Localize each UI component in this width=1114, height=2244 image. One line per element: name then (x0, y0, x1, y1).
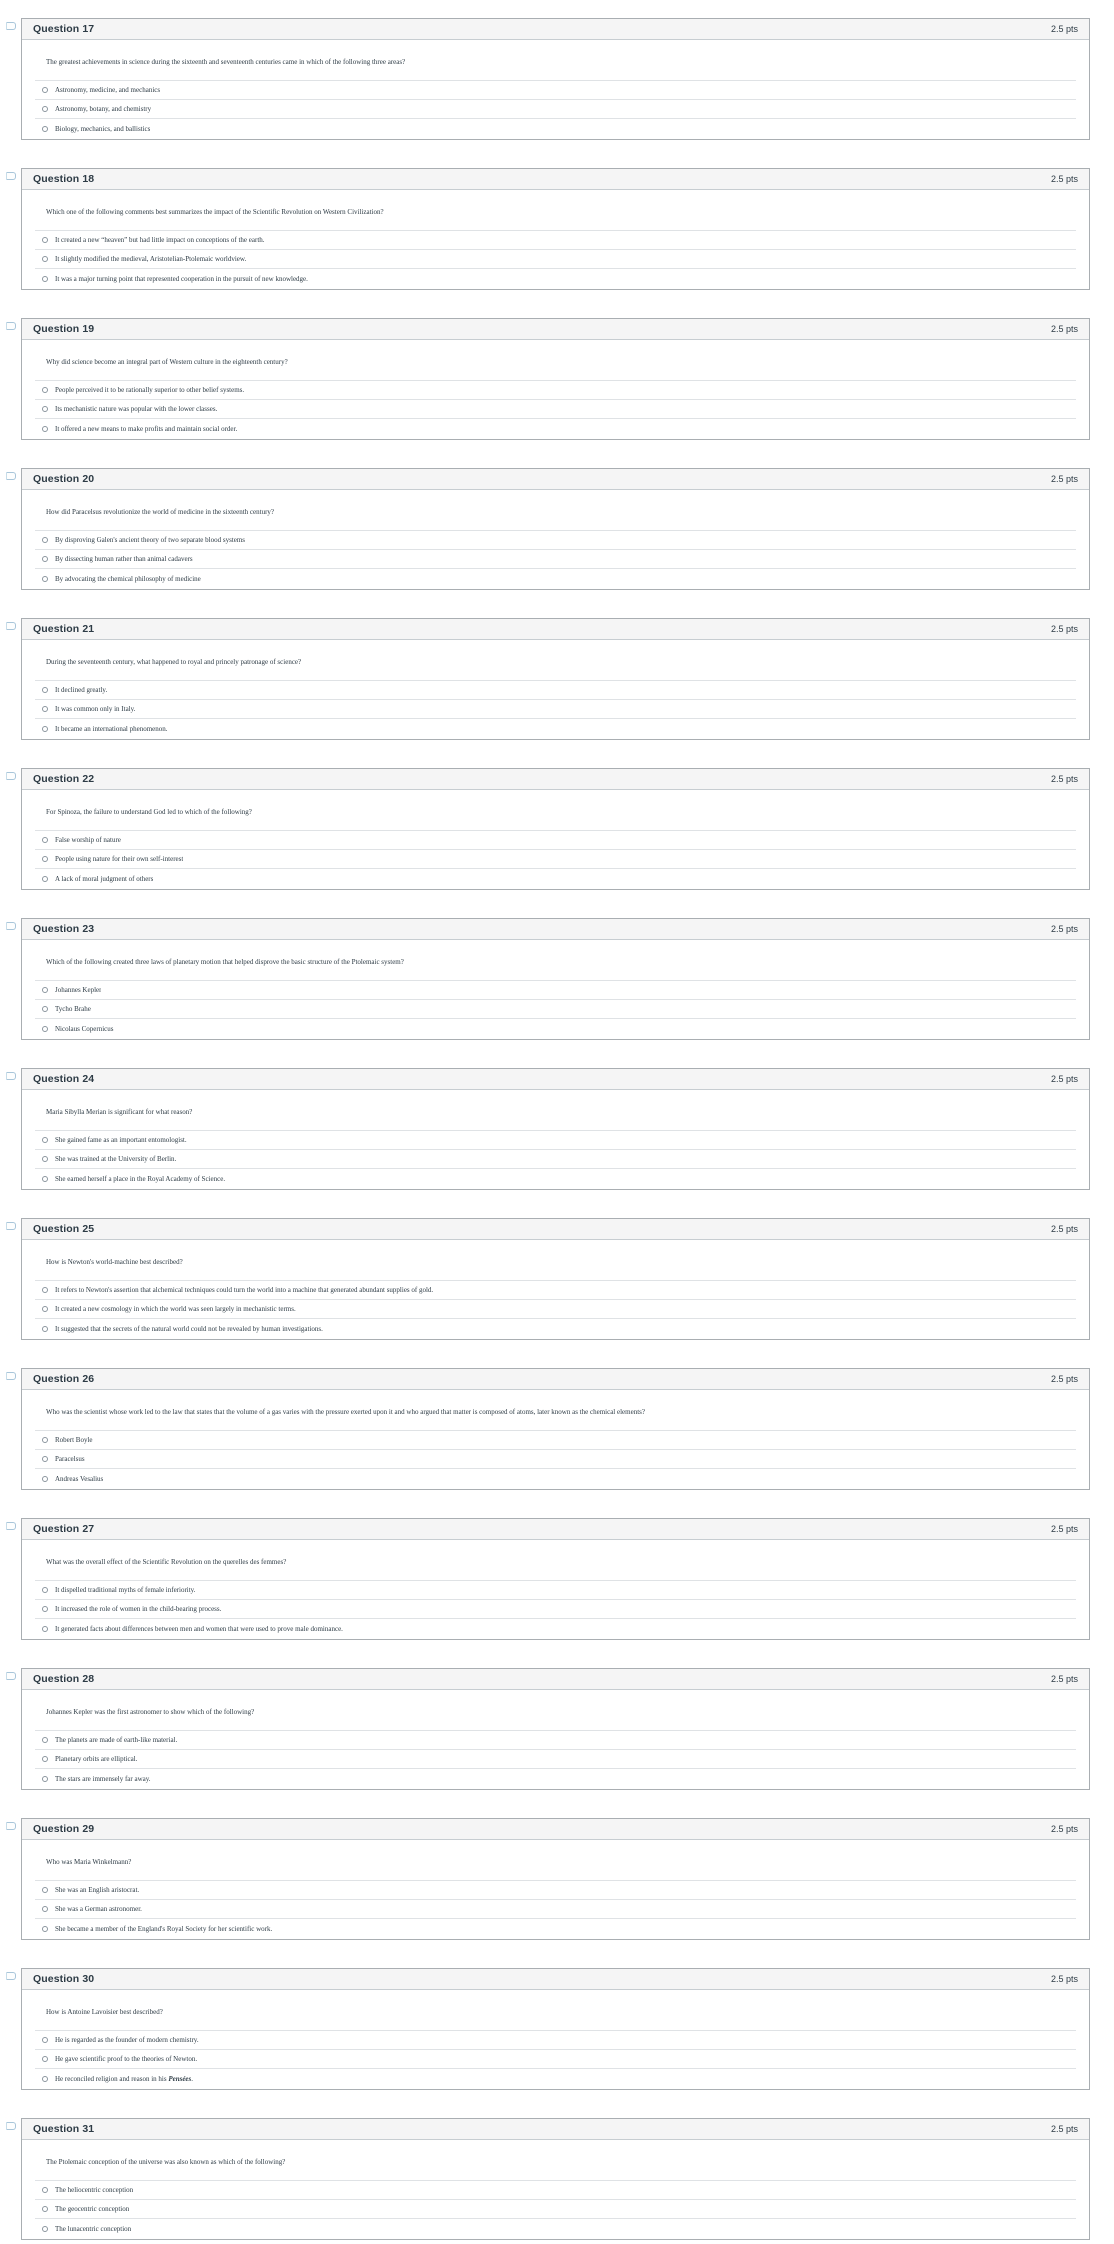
bookmark-flag-icon[interactable] (6, 1822, 16, 1830)
radio-button-icon[interactable] (42, 256, 48, 262)
bookmark-flag-icon[interactable] (6, 1522, 16, 1530)
answer-option-label: People using nature for their own self-interest (55, 855, 184, 863)
question-points: 2.5 pts (1050, 324, 1078, 334)
question-title: Question 31 (33, 2123, 95, 2135)
answer-option-label: It dispelled traditional myths of female inferiority. (55, 1586, 196, 1594)
answer-option[interactable] (35, 400, 1076, 419)
question-points: 2.5 pts (1050, 774, 1078, 784)
answer-option[interactable] (35, 1169, 1076, 1188)
answer-option[interactable] (35, 269, 1076, 288)
answer-options (35, 1280, 1076, 1338)
answer-options (35, 230, 1076, 288)
question-title: Question 28 (33, 1673, 95, 1685)
answer-option[interactable] (35, 1431, 1076, 1450)
question-title: Question 25 (33, 1223, 95, 1235)
radio-button-icon[interactable] (42, 1306, 48, 1312)
question-body (22, 1408, 1089, 1488)
question-header (22, 1069, 1089, 1090)
question-points: 2.5 pts (1050, 1974, 1078, 1984)
question-body (22, 1558, 1089, 1638)
question-box (21, 1818, 1090, 1940)
question-header (22, 1819, 1089, 1840)
question-header (22, 1969, 1089, 1990)
answer-option[interactable] (35, 700, 1076, 719)
question-box (21, 1968, 1090, 2090)
question-text: How did Paracelsus revolutionize the world of medicine in the sixteenth century? (46, 508, 275, 516)
answer-option-label: False worship of nature (55, 836, 121, 844)
question-box (21, 768, 1090, 890)
answer-option-label: Nicolaus Copernicus (55, 1024, 114, 1033)
question-points: 2.5 pts (1050, 624, 1078, 634)
answer-option-label: The heliocentric conception (55, 2186, 134, 2194)
question-body (22, 1858, 1089, 1938)
radio-button-icon[interactable] (42, 706, 48, 712)
radio-button-icon[interactable] (42, 687, 48, 693)
answer-option[interactable] (35, 1900, 1076, 1919)
answer-option[interactable] (35, 1450, 1076, 1469)
radio-button-icon[interactable] (42, 856, 48, 862)
answer-option-text: He reconciled religion and reason in his (55, 2074, 169, 2083)
question-box (21, 168, 1090, 290)
question-header (22, 1519, 1089, 1540)
radio-button-icon[interactable] (42, 1137, 48, 1143)
radio-button-icon[interactable] (42, 1287, 48, 1293)
radio-button-icon[interactable] (42, 87, 48, 93)
question-box (21, 18, 1090, 140)
question-header (22, 919, 1089, 940)
answer-option-label: She was a German astronomer. (55, 1905, 142, 1913)
question-box (21, 468, 1090, 590)
radio-button-icon[interactable] (42, 1776, 48, 1782)
radio-button-icon[interactable] (42, 1587, 48, 1593)
answer-option-label: It suggested that the secrets of the natural world could not be revealed by human investigations. (55, 1324, 323, 1333)
question-points: 2.5 pts (1050, 24, 1078, 34)
book-title-text: Pensées (168, 2074, 192, 2083)
question-header (22, 1669, 1089, 1690)
answer-options (35, 1580, 1076, 1638)
answer-option[interactable] (35, 1019, 1076, 1038)
question-title: Question 22 (33, 773, 95, 785)
bookmark-flag-icon[interactable] (6, 1372, 16, 1380)
radio-button-icon[interactable] (42, 837, 48, 843)
answer-option-label: It offered a new means to make profits and maintain social order. (55, 424, 238, 433)
question-header (22, 769, 1089, 790)
bookmark-flag-icon[interactable] (6, 772, 16, 780)
answer-option[interactable] (35, 231, 1076, 250)
question-text: Who was Maria Winkelmann? (46, 1858, 132, 1866)
radio-button-icon[interactable] (42, 426, 48, 432)
answer-option-label: Paracelsus (55, 1455, 85, 1463)
question-title: Question 19 (33, 323, 95, 335)
question-card (21, 1668, 1090, 1790)
answer-option-label: Andreas Vesalius (55, 1474, 104, 1483)
question-card (21, 2118, 1090, 2240)
question-card (21, 1068, 1090, 1190)
question-box (21, 918, 1090, 1040)
answer-option[interactable] (35, 81, 1076, 100)
answer-option[interactable] (35, 2200, 1076, 2219)
answer-option[interactable] (35, 1469, 1076, 1488)
answer-options (35, 1730, 1076, 1788)
answer-option[interactable] (35, 2050, 1076, 2069)
answer-option-label: Astronomy, botany, and chemistry (55, 105, 152, 113)
answer-option-label: Its mechanistic nature was popular with the lower classes. (55, 405, 218, 413)
bookmark-flag-icon[interactable] (6, 1672, 16, 1680)
question-title: Question 30 (33, 1973, 95, 1985)
answer-option-label: He gave scientific proof to the theories of Newton. (55, 2055, 198, 2063)
question-points: 2.5 pts (1050, 1374, 1078, 1384)
question-card (21, 768, 1090, 890)
radio-button-icon[interactable] (42, 537, 48, 543)
answer-option-label: It increased the role of women in the child-bearing process. (55, 1605, 222, 1613)
answer-option[interactable] (35, 2069, 1076, 2088)
radio-button-icon[interactable] (42, 2226, 48, 2232)
bookmark-flag-icon[interactable] (6, 172, 16, 180)
answer-options (35, 80, 1076, 138)
answer-option[interactable] (35, 1581, 1076, 1600)
question-body (22, 1258, 1089, 1338)
answer-option-label: The stars are immensely far away. (55, 1774, 151, 1783)
answer-options (35, 530, 1076, 588)
answer-option-label: She became a member of the England's Royal Society for her scientific work. (55, 1924, 273, 1933)
question-box (21, 1668, 1090, 1790)
answer-option[interactable] (35, 1881, 1076, 1900)
question-card (21, 318, 1090, 440)
answer-option[interactable] (35, 1319, 1076, 1338)
answer-option[interactable] (35, 1131, 1076, 1150)
question-body (22, 208, 1089, 288)
radio-button-icon[interactable] (42, 2076, 48, 2082)
answer-option-label: Johannes Kepler (55, 986, 102, 994)
question-title: Question 23 (33, 923, 95, 935)
question-title: Question 21 (33, 623, 95, 635)
radio-button-icon[interactable] (42, 1606, 48, 1612)
question-body (22, 58, 1089, 138)
bookmark-flag-icon[interactable] (6, 922, 16, 930)
answer-option-label: She was trained at the University of Berlin. (55, 1155, 177, 1163)
radio-button-icon[interactable] (42, 1456, 48, 1462)
question-text: Which one of the following comments best summarizes the impact of the Scientific Revolution on Western Civilization? (46, 208, 384, 216)
answer-option-label: By dissecting human rather than animal cadavers (55, 555, 193, 563)
answer-option-label: It refers to Newton's assertion that alchemical techniques could turn the world into a machine that generated abundant supplies of gold. (55, 1286, 434, 1294)
question-box (21, 1518, 1090, 1640)
question-box (21, 1368, 1090, 1490)
answer-option-label: By disproving Galen's ancient theory of two separate blood systems (55, 536, 246, 544)
question-text: Which of the following created three laws of planetary motion that helped disprove the basic structure of the Ptolemaic system? (46, 958, 404, 966)
question-card (21, 1518, 1090, 1640)
radio-button-icon[interactable] (42, 1437, 48, 1443)
answer-option[interactable] (35, 1281, 1076, 1300)
question-points: 2.5 pts (1050, 1674, 1078, 1684)
question-card (21, 468, 1090, 590)
answer-option-label: Planetary orbits are elliptical. (55, 1755, 138, 1763)
bookmark-flag-icon[interactable] (6, 1072, 16, 1080)
question-title: Question 27 (33, 1523, 95, 1535)
question-box (21, 1218, 1090, 1340)
radio-button-icon[interactable] (42, 2037, 48, 2043)
radio-button-icon[interactable] (42, 1006, 48, 1012)
question-body (22, 1108, 1089, 1188)
answer-option[interactable] (35, 531, 1076, 550)
radio-button-icon[interactable] (42, 1156, 48, 1162)
radio-button-icon[interactable] (42, 406, 48, 412)
question-body (22, 958, 1089, 1038)
answer-option-label: She earned herself a place in the Royal Academy of Science. (55, 1174, 226, 1183)
question-title: Question 20 (33, 473, 95, 485)
radio-button-icon[interactable] (42, 1906, 48, 1912)
radio-button-icon[interactable] (42, 1926, 48, 1932)
answer-option-label: He is regarded as the founder of modern chemistry. (55, 2036, 199, 2044)
bookmark-flag-icon[interactable] (6, 1222, 16, 1230)
answer-options (35, 680, 1076, 738)
radio-button-icon[interactable] (42, 1737, 48, 1743)
question-title: Question 26 (33, 1373, 95, 1385)
radio-button-icon[interactable] (42, 987, 48, 993)
answer-option[interactable] (35, 1769, 1076, 1788)
question-body (22, 658, 1089, 738)
answer-option[interactable] (35, 569, 1076, 588)
question-body (22, 2008, 1089, 2088)
bookmark-flag-icon[interactable] (6, 2122, 16, 2130)
answer-option[interactable] (35, 550, 1076, 569)
answer-option[interactable] (35, 381, 1076, 400)
question-title: Question 24 (33, 1073, 95, 1085)
question-box (21, 318, 1090, 440)
radio-button-icon[interactable] (42, 387, 48, 393)
question-text: The Ptolemaic conception of the universe was also known as which of the following? (46, 2158, 286, 2166)
question-title: Question 17 (33, 23, 95, 35)
question-points: 2.5 pts (1050, 1074, 1078, 1084)
question-header (22, 169, 1089, 190)
answer-option[interactable] (35, 869, 1076, 888)
answer-options (35, 1880, 1076, 1938)
answer-option[interactable] (35, 681, 1076, 700)
question-title: Question 18 (33, 173, 95, 185)
bookmark-flag-icon[interactable] (6, 22, 16, 30)
radio-button-icon[interactable] (42, 576, 48, 582)
question-points: 2.5 pts (1050, 474, 1078, 484)
answer-option[interactable] (35, 1750, 1076, 1769)
question-text: For Spinoza, the failure to understand God led to which of the following? (46, 808, 252, 816)
question-card (21, 1218, 1090, 1340)
answer-option-label: The lunacentric conception (55, 2224, 132, 2233)
radio-button-icon[interactable] (42, 126, 48, 132)
answer-options (35, 380, 1076, 438)
radio-button-icon[interactable] (42, 237, 48, 243)
answer-option[interactable] (35, 250, 1076, 269)
answer-option-label: It was a major turning point that represented cooperation in the pursuit of new knowledge. (55, 274, 308, 283)
question-points: 2.5 pts (1050, 2124, 1078, 2134)
answer-option-label: It was common only in Italy. (55, 705, 136, 713)
radio-button-icon[interactable] (42, 106, 48, 112)
answer-option[interactable] (35, 981, 1076, 1000)
answer-option-label: Tycho Brahe (55, 1005, 91, 1013)
answer-options (35, 980, 1076, 1038)
radio-button-icon[interactable] (42, 2206, 48, 2212)
question-body (22, 808, 1089, 888)
answer-option[interactable] (35, 419, 1076, 438)
question-header (22, 2119, 1089, 2140)
answer-option-label: The geocentric conception (55, 2205, 130, 2213)
question-points: 2.5 pts (1050, 1224, 1078, 1234)
answer-options (35, 2030, 1076, 2088)
answer-option-label: It declined greatly. (55, 686, 108, 694)
question-card (21, 168, 1090, 290)
question-text: What was the overall effect of the Scientific Revolution on the querelles des femmes? (46, 1558, 287, 1566)
bookmark-flag-icon[interactable] (6, 622, 16, 630)
answer-options (35, 1130, 1076, 1188)
radio-button-icon[interactable] (42, 1756, 48, 1762)
answer-option[interactable] (35, 1300, 1076, 1319)
answer-option-label: She gained fame as an important entomologist. (55, 1136, 187, 1144)
question-text: How is Newton's world-machine best described? (46, 1258, 183, 1266)
question-card (21, 1368, 1090, 1490)
answer-option-label: Biology, mechanics, and ballistics (55, 124, 151, 133)
bookmark-flag-icon[interactable] (6, 322, 16, 330)
question-text: Why did science become an integral part of Western culture in the eighteenth century? (46, 358, 288, 366)
answer-option-label: Astronomy, medicine, and mechanics (55, 86, 161, 94)
question-box (21, 2118, 1090, 2240)
question-header (22, 19, 1089, 40)
answer-option[interactable] (35, 1000, 1076, 1019)
answer-option-label: By advocating the chemical philosophy of medicine (55, 574, 201, 583)
answer-option[interactable] (35, 850, 1076, 869)
answer-option-label: It became an international phenomenon. (55, 724, 168, 733)
answer-option-text: . (191, 2074, 194, 2083)
question-title: Question 29 (33, 1823, 95, 1835)
radio-button-icon[interactable] (42, 876, 48, 882)
question-body (22, 2158, 1089, 2238)
radio-button-icon[interactable] (42, 1026, 48, 1032)
question-header (22, 1369, 1089, 1390)
question-body (22, 358, 1089, 438)
question-card (21, 618, 1090, 740)
answer-option-label: Robert Boyle (55, 1436, 93, 1444)
answer-option[interactable] (35, 2031, 1076, 2050)
answer-option[interactable] (35, 119, 1076, 138)
radio-button-icon[interactable] (42, 1626, 48, 1632)
answer-option-label: She was an English aristocrat. (55, 1886, 140, 1894)
question-text: Maria Sibylla Merian is significant for what reason? (46, 1108, 193, 1116)
question-card (21, 18, 1090, 140)
answer-option[interactable] (35, 1600, 1076, 1619)
answer-options (35, 2180, 1076, 2238)
radio-button-icon[interactable] (42, 556, 48, 562)
question-points: 2.5 pts (1050, 924, 1078, 934)
question-points: 2.5 pts (1050, 1524, 1078, 1534)
radio-button-icon[interactable] (42, 1326, 48, 1332)
answer-option-label: It generated facts about differences between men and women that were used to prove male dominance. (55, 1624, 343, 1633)
answer-option-label (55, 2075, 193, 2083)
answer-option[interactable] (35, 1619, 1076, 1638)
question-points: 2.5 pts (1050, 1824, 1078, 1834)
question-text: Johannes Kepler was the first astronomer to show which of the following? (46, 1708, 255, 1716)
question-text: Who was the scientist whose work led to the law that states that the volume of a gas varies with the pressure exerted upon it and who argued that matter is composed of atoms, later known as the chemical elements? (46, 1408, 645, 1416)
answer-options (35, 830, 1076, 888)
question-body (22, 508, 1089, 588)
answer-option-label: People perceived it to be rationally superior to other belief systems. (55, 386, 245, 394)
question-header (22, 1219, 1089, 1240)
question-header (22, 319, 1089, 340)
answer-option[interactable] (35, 831, 1076, 850)
answer-option-label: It created a new “heaven” but had little impact on conceptions of the earth. (55, 236, 265, 244)
radio-button-icon[interactable] (42, 1176, 48, 1182)
answer-options (35, 1430, 1076, 1488)
answer-option[interactable] (35, 1150, 1076, 1169)
answer-option[interactable] (35, 100, 1076, 119)
question-header (22, 469, 1089, 490)
radio-button-icon[interactable] (42, 1476, 48, 1482)
answer-option[interactable] (35, 1919, 1076, 1938)
answer-option[interactable] (35, 2219, 1076, 2238)
question-card (21, 1818, 1090, 1940)
question-card (21, 1968, 1090, 2090)
question-text: How is Antoine Lavoisier best described? (46, 2008, 163, 2016)
answer-option[interactable] (35, 719, 1076, 738)
answer-option-label: A lack of moral judgment of others (55, 874, 154, 883)
answer-option-label: It slightly modified the medieval, Aristotelian-Ptolemaic worldview. (55, 255, 247, 263)
question-box (21, 1068, 1090, 1190)
question-body (22, 1708, 1089, 1788)
question-header (22, 619, 1089, 640)
question-card (21, 918, 1090, 1040)
question-text: During the seventeenth century, what happened to royal and princely patronage of science? (46, 658, 302, 666)
answer-option-label: The planets are made of earth-like material. (55, 1736, 178, 1744)
radio-button-icon[interactable] (42, 2056, 48, 2062)
radio-button-icon[interactable] (42, 726, 48, 732)
radio-button-icon[interactable] (42, 2187, 48, 2193)
answer-option[interactable] (35, 1731, 1076, 1750)
radio-button-icon[interactable] (42, 1887, 48, 1893)
question-text: The greatest achievements in science during the sixteenth and seventeenth centuries came in which of the following three areas? (46, 58, 406, 66)
answer-option[interactable] (35, 2181, 1076, 2200)
bookmark-flag-icon[interactable] (6, 1972, 16, 1980)
question-points: 2.5 pts (1050, 174, 1078, 184)
bookmark-flag-icon[interactable] (6, 472, 16, 480)
question-box (21, 618, 1090, 740)
radio-button-icon[interactable] (42, 276, 48, 282)
answer-option-label: It created a new cosmology in which the world was seen largely in mechanistic terms. (55, 1305, 296, 1313)
